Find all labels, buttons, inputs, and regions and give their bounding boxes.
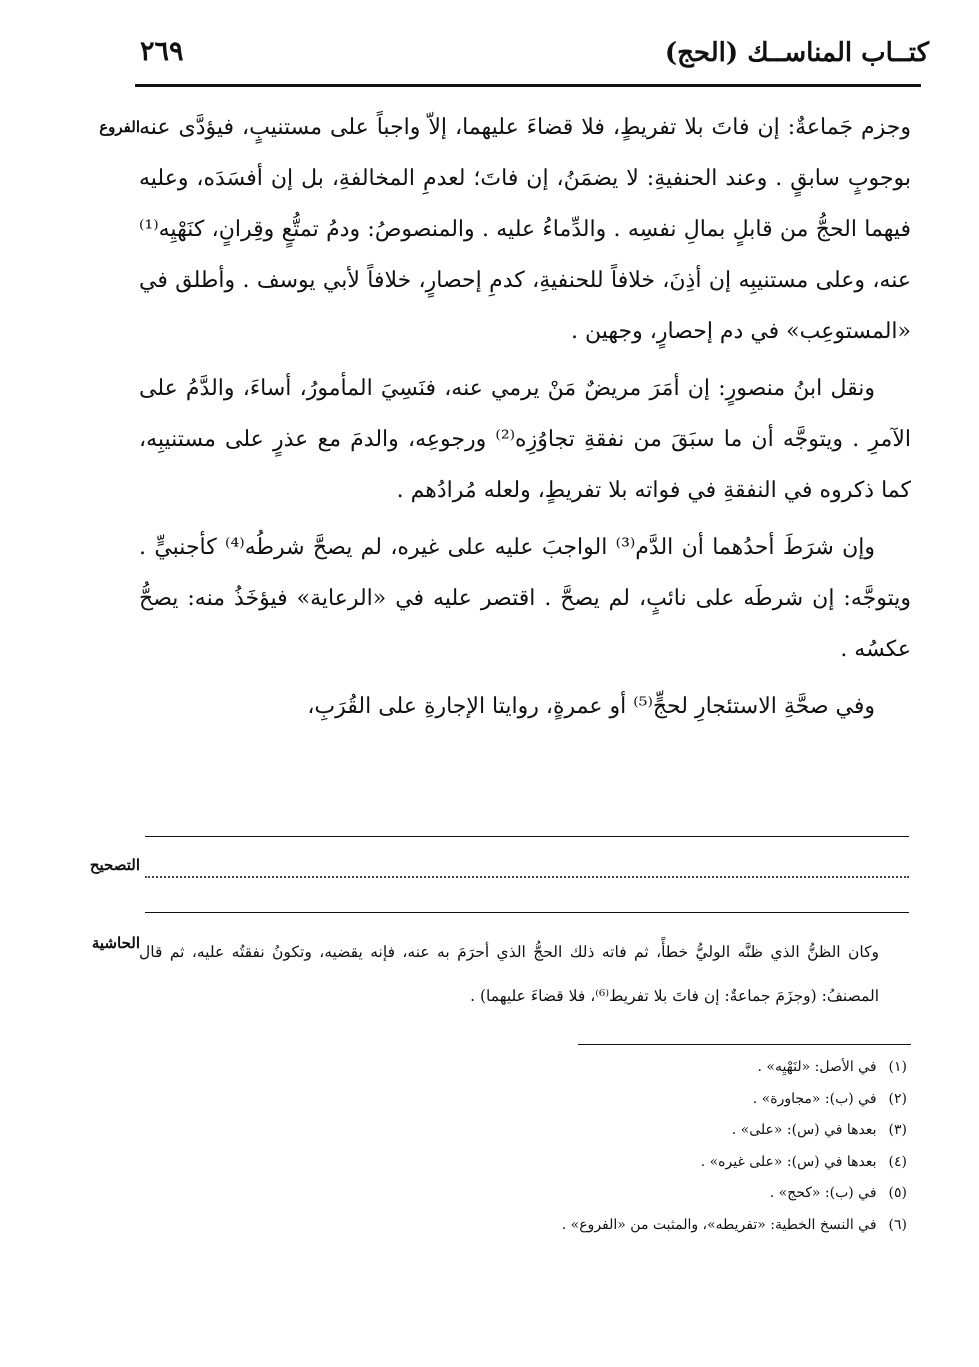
footnote-item	[307, 1178, 907, 1210]
main-paragraph: وفي صحَّةِ الاستئجارِ لحجٍّ⁽⁵⁾ أو عمرةٍ، روايتا الإجارةِ على القُرَبِ،	[307, 694, 875, 719]
header-rule	[135, 84, 921, 87]
footnote-text: بعدها في (س): «على غيره» .	[700, 1153, 877, 1170]
footnote-number: (٢)	[888, 1090, 907, 1107]
main-paragraph: وجزم جَماعةٌ: إن فاتَ بلا تفريطٍ، فلا قضاءَ عليهما، إلاّ واجباً على مستنيبٍ، فيؤدَّى عنه بوجوبٍ سابقٍ . وعند الحنفيةِ: لا يضمَنُ، إن فاتَ؛ لعدمِ المخالفةِ، بل إن أفسَدَه، وعليه فيهما الحجُّ من قابلٍ بمالِ نفسِه . والدِّماءُ عليه . والمنصوصُ: ودمُ تمتُّعٍ وقِرانٍ، كنَهْيِه⁽¹⁾ عنه، وعلى مستنيبِه إن أذِنَ، خلافاً للحنفيةِ، كدمِ إحصارٍ، خلافاً لأبي يوسف . وأطلق في «المستوعِب» في دم إحصارٍ، وجهين .	[139, 115, 911, 344]
footnote-number: (٥)	[888, 1185, 907, 1201]
section-rule	[145, 912, 909, 913]
footnote-number: (٣)	[888, 1122, 907, 1138]
side-label-tashih: التصحيح	[89, 856, 140, 874]
footnote-text: في (ب): «مجاورة» .	[752, 1090, 877, 1107]
running-header-title: كتــاب المناســك (الحج)	[664, 38, 929, 68]
section-rule	[145, 836, 909, 837]
hashiya-text: وكان الظنُّ الذي ظنَّه الوليُّ خطأً، ثم فاته ذلك الحجُّ الذي أحرَمَ به عنه، فإنه يقضيه، وتكونُ نفقتُه عليه، ثم قال المصنفُ: (وجزَمَ جماعةٌ: إن فاتَ بلا تفريط⁽⁶⁾، فلا قضاءَ عليهما) .	[139, 943, 879, 1005]
footnote-text: في النسخ الخطية: «تفريطه»، والمثبت من «الفروع» .	[561, 1216, 877, 1233]
main-paragraph: ونقل ابنُ منصورٍ: إن أمَرَ مريضٌ مَنْ يرمي عنه، فنَسِيَ المأمورُ، أساءَ، والدَّمُ على الآمرِ . ويتوجَّه أن ما سبَقَ من نفقةِ تجاوُزِه⁽²⁾ ورجوعِه، والدمَ مع عذرٍ على مستنيبِه، كما ذكروه في النفقةِ في فواته بلا تفريطٍ، ولعله مُرادُهم .	[139, 376, 911, 503]
footnote-item	[307, 1084, 907, 1116]
footnote-number: (١)	[888, 1059, 907, 1075]
tashih-dotted-line	[145, 866, 909, 878]
footnote-item	[307, 1115, 907, 1147]
page-number: ٢٦٩	[140, 36, 184, 67]
footnote-number: (٦)	[888, 1216, 907, 1233]
side-label-furu: الفروع	[99, 118, 140, 136]
side-label-hashiya: الحاشية	[91, 934, 140, 952]
footnote-number: (٤)	[888, 1153, 907, 1170]
footnote-item	[307, 1052, 907, 1084]
main-text	[139, 102, 911, 732]
main-paragraph: وإن شرَطَ أحدُهما أن الدَّم⁽³⁾ الواجبَ عليه على غيره، لم يصحَّ شرطُه⁽⁴⁾ كأجنبيٍّ . ويتوجَّه: إن شرطَه على نائبٍ، لم يصحَّ . اقتصر عليه في «الرعاية» فيؤخَذُ منه: يصحُّ عكسُه .	[139, 535, 911, 662]
footnote-text: في (ب): «كحج» .	[769, 1185, 877, 1201]
footnote-item	[307, 1210, 907, 1242]
footnote-text: بعدها في (س): «على» .	[731, 1122, 877, 1138]
footnotes-list	[307, 1052, 907, 1241]
footnote-item	[307, 1147, 907, 1179]
footnote-rule	[578, 1044, 911, 1045]
footnote-text: في الأصل: «لنَهْيِه» .	[757, 1059, 877, 1075]
